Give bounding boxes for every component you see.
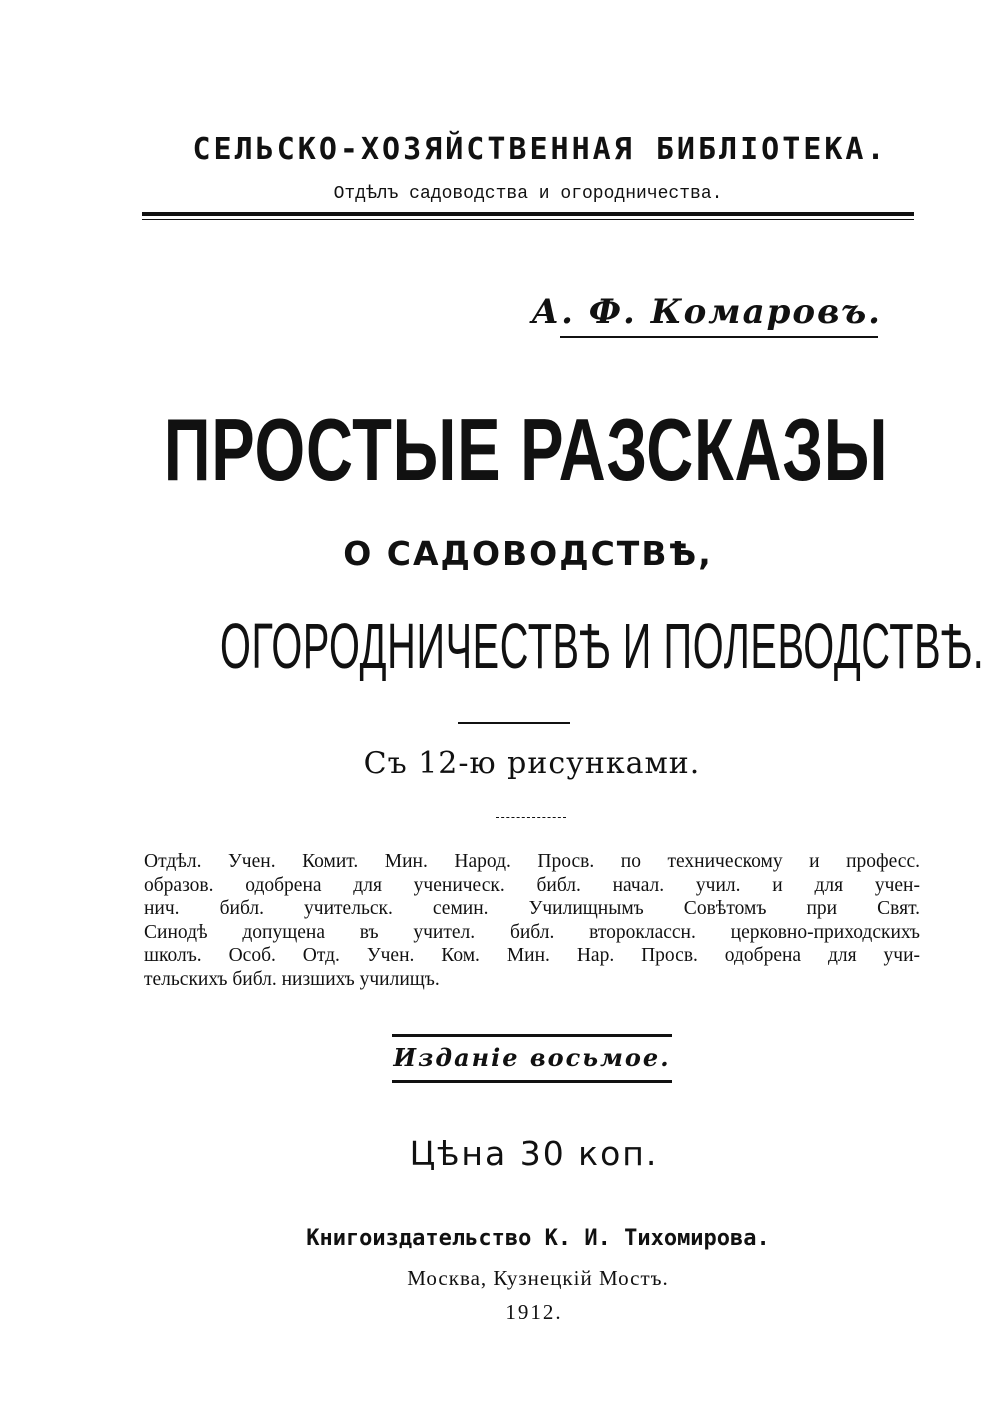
edition-rule-bottom bbox=[392, 1080, 672, 1083]
price-label: Цѣна 30 коп. bbox=[409, 1134, 659, 1173]
approval-paragraph bbox=[144, 850, 920, 992]
approval-line: нич. библ. учительск. семин. Училищнымъ Совѣтомъ при Свят. bbox=[144, 898, 920, 920]
approval-line: образов. одобрена для ученическ. библ. начал. учил. и для учен- bbox=[144, 874, 920, 896]
author-name: А. Ф. Комаровъ. bbox=[531, 292, 882, 332]
approval-line: Синодѣ допущена въ учител. библ. второклассн. церковно-приходскихъ bbox=[144, 921, 920, 943]
book-title: ПРОСТЫЕ РАЗСКАЗЫ bbox=[163, 400, 889, 499]
approval-line: школъ. Особ. Отд. Учен. Ком. Мин. Нар. Просв. одобрена для учи- bbox=[144, 945, 920, 967]
header-rule-thin bbox=[142, 219, 914, 220]
publication-year: 1912. bbox=[505, 1300, 563, 1324]
approval-line: Отдѣл. Учен. Комит. Мин. Народ. Просв. по техническому и професс. bbox=[144, 851, 920, 872]
illustrations-note: Съ 12-ю рисунками. bbox=[363, 746, 701, 781]
subtitle-line-1: О САДОВОДСТВѢ, bbox=[343, 534, 713, 573]
series-title: СЕЛЬСКО-ХОЗЯЙСТВЕННАЯ БИБЛІОТЕКА. bbox=[192, 132, 888, 167]
separator-dashes bbox=[496, 817, 566, 818]
author-underline bbox=[560, 336, 878, 338]
header-rule-thick bbox=[142, 212, 914, 216]
edition-rule-top bbox=[392, 1034, 672, 1037]
subtitle-line-2: ОГОРОДНИЧЕСТВѢ И ПОЛЕВОДСТВѢ. bbox=[220, 610, 985, 682]
approval-line: тельскихъ библ. низшихъ училищъ. bbox=[144, 968, 440, 990]
publisher-name: Книгоиздательство К. И. Тихомирова. bbox=[306, 1226, 770, 1251]
department-line: Отдѣлъ садоводства и огородничества. bbox=[333, 184, 723, 204]
edition-label: Изданіе восьмое. bbox=[393, 1043, 671, 1072]
publisher-address: Москва, Кузнецкій Мостъ. bbox=[407, 1266, 669, 1290]
separator-rule bbox=[458, 722, 570, 724]
